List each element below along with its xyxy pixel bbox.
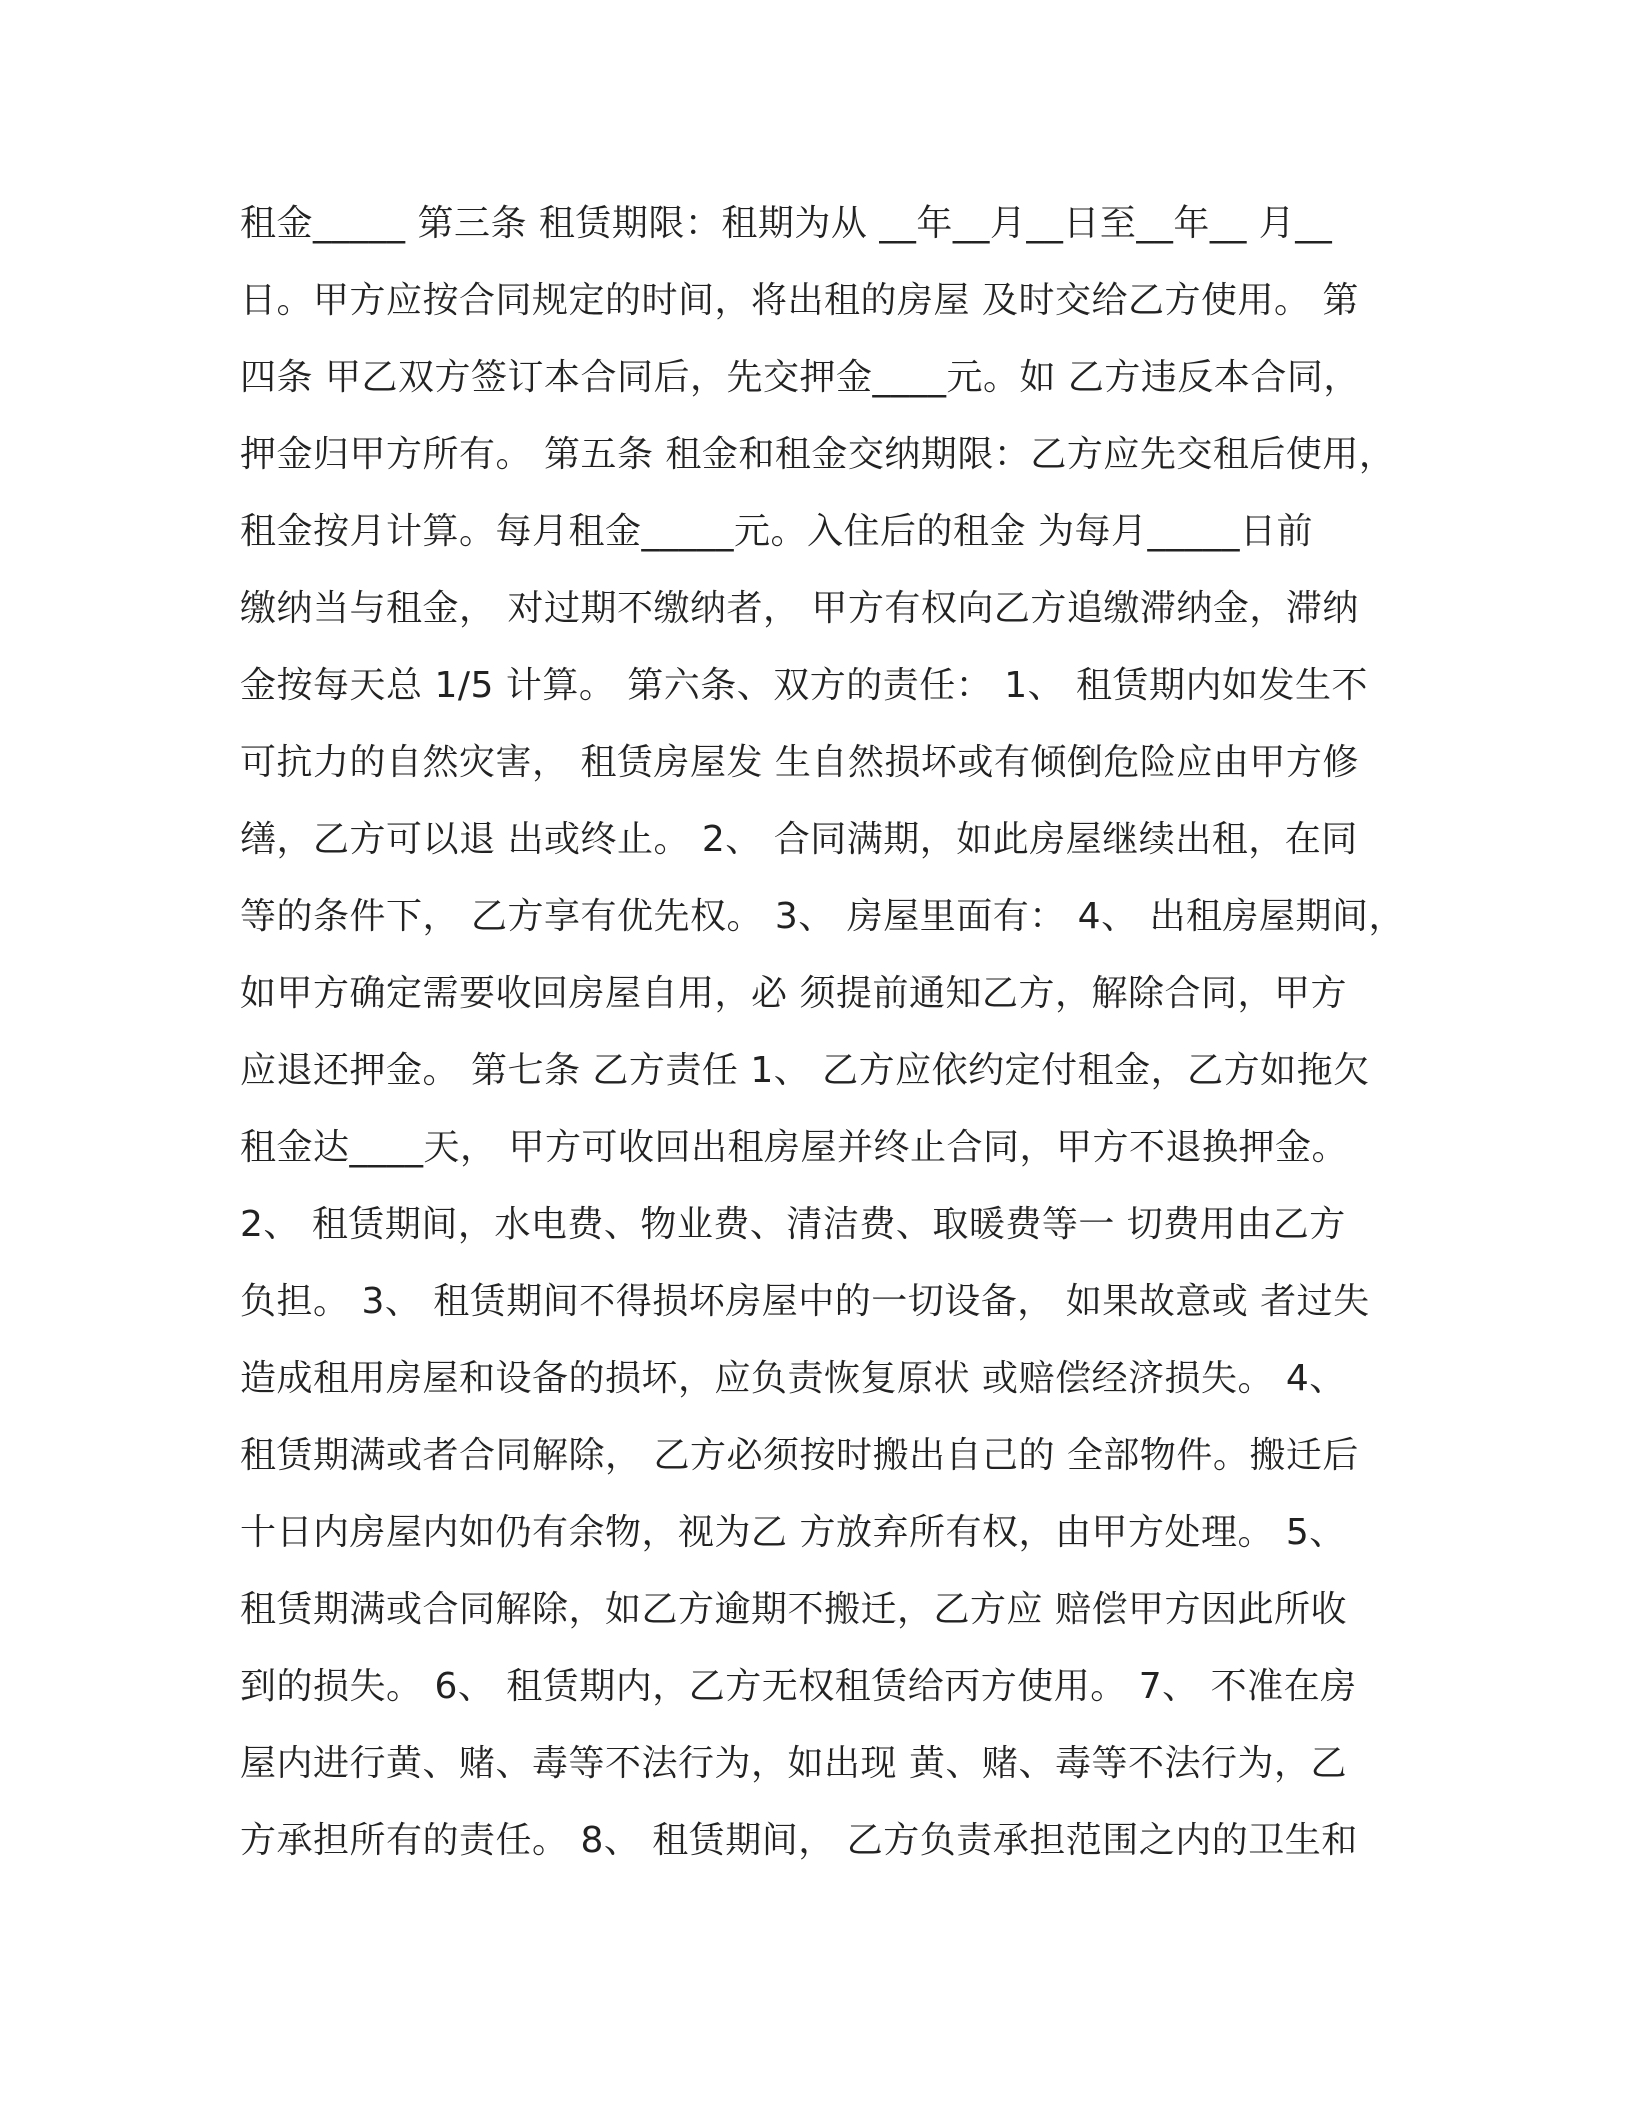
contract-body-text	[240, 192, 1406, 1886]
text-line-19: 租赁期满或合同解除，如乙方逾期不搬迁，乙方应 赔偿甲方因此所收	[240, 1589, 1347, 1630]
text-line-7: 金按每天总 1/5 计算。 第六条、双方的责任： 1、 租赁期内如发生不	[240, 665, 1369, 706]
text-line-12: 应退还押金。 第七条 乙方责任 1、 乙方应依约定付租金，乙方如拖欠	[240, 1050, 1370, 1091]
text-line-8: 可抗力的自然灾害， 租赁房屋发 生自然损坏或有倾倒危险应由甲方修	[240, 742, 1359, 783]
text-line-1: 租金_____ 第三条 租赁期限：租期为从 __年__月__日至__年__ 月__	[240, 203, 1333, 244]
text-line-2: 日。甲方应按合同规定的时间，将出租的房屋 及时交给乙方使用。 第	[240, 280, 1359, 321]
text-line-10: 等的条件下， 乙方享有优先权。 3、 房屋里面有： 4、 出租房屋期间，	[240, 896, 1406, 937]
text-line-5: 租金按月计算。每月租金_____元。入住后的租金 为每月_____日前	[240, 511, 1313, 552]
text-line-13: 租金达____天， 甲方可收回出租房屋并终止合同，甲方不退换押金。	[240, 1127, 1348, 1168]
text-line-9: 缮，乙方可以退 出或终止。 2、 合同满期，如此房屋继续出租，在同	[240, 819, 1358, 860]
text-line-16: 造成租用房屋和设备的损坏，应负责恢复原状 或赔偿经济损失。 4、	[240, 1358, 1346, 1399]
text-line-4: 押金归甲方所有。 第五条 租金和租金交纳期限：乙方应先交租后使用，	[240, 434, 1396, 475]
text-line-15: 负担。 3、 租赁期间不得损坏房屋中的一切设备， 如果故意或 者过失	[240, 1281, 1370, 1322]
text-line-11: 如甲方确定需要收回房屋自用，必 须提前通知乙方，解除合同，甲方	[240, 973, 1347, 1014]
text-line-21: 屋内进行黄、赌、毒等不法行为，如出现 黄、赌、毒等不法行为，乙	[240, 1743, 1347, 1784]
text-line-20: 到的损失。 6、 租赁期内，乙方无权租赁给丙方使用。 7、 不准在房	[240, 1666, 1357, 1707]
text-line-17: 租赁期满或者合同解除， 乙方必须按时搬出自己的 全部物件。搬迁后	[240, 1435, 1359, 1476]
text-line-18: 十日内房屋内如仍有余物，视为乙 方放弃所有权，由甲方处理。 5、	[240, 1512, 1346, 1553]
text-line-14: 2、 租赁期间，水电费、物业费、清洁费、取暖费等一 切费用由乙方	[240, 1204, 1346, 1245]
text-line-3: 四条 甲乙双方签订本合同后，先交押金____元。如 乙方违反本合同，	[240, 357, 1360, 398]
text-line-6: 缴纳当与租金， 对过期不缴纳者， 甲方有权向乙方追缴滞纳金，滞纳	[240, 588, 1359, 629]
text-line-22: 方承担所有的责任。 8、 租赁期间， 乙方负责承担范围之内的卫生和	[240, 1820, 1358, 1861]
